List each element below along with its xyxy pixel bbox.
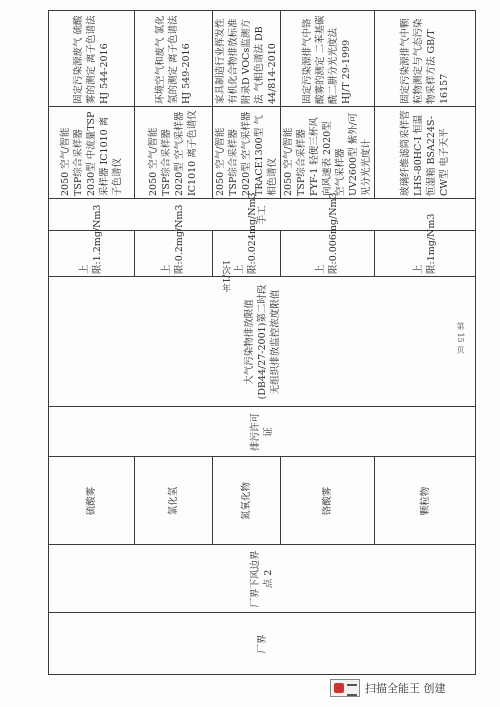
pollutant-cell (134, 457, 212, 545)
equipment-text: 2050 空气/智能TSP综合采样器 2030型 中流量TSP采样器 IC1010 离子色谱仪 (59, 111, 123, 196)
limit-value: 上限:1mg/Nm3 (413, 213, 437, 274)
analysis-text: 家具制造行业挥发性有机化合物排放标准 附录D VOCs监测方法 气相色谱法 DB 44/814-2010 (214, 18, 278, 104)
limit-cell (280, 192, 374, 277)
rotated-table-wrapper (48, 10, 476, 675)
pollutant-name: 氮氧化物 (240, 482, 252, 521)
equipment-text: 2050 空气/智能TSP综合采样器 2020型 空气采样器 IC1010 离子色谱仪 (148, 110, 198, 196)
limit-cell (48, 204, 134, 277)
analysis-text: 固定污染源废气 硫酸雾的测定 离子色谱法 HJ 544-2016 (72, 15, 110, 104)
analysis-cell (134, 10, 212, 107)
pollutant-cell (48, 457, 134, 545)
analysis-text: 固定污染源排气中颗粒物测定与气态污染物采样方法 GB/T 16157 (400, 18, 450, 104)
analysis-cell (48, 10, 134, 107)
limit-cell (134, 204, 212, 277)
page-number: 第 15 页 (456, 322, 465, 354)
equipment-text: 玻璃纤维滤筒采样管 LHS-80HC-Ⅰ 恒温恒湿箱 BSA224S-CW型 电子天平 (400, 110, 450, 196)
pollutant-cell (280, 457, 374, 545)
equipment-cell (374, 107, 476, 199)
location-cell (48, 545, 476, 613)
equipment-cell (134, 107, 212, 199)
equipment-cell (48, 107, 134, 199)
scanner-brand (330, 678, 495, 698)
pollutant-cell (374, 457, 476, 545)
analysis-cell (212, 10, 280, 107)
frequency-overlay: 1次/1年 (220, 259, 230, 293)
analysis-cell (280, 10, 374, 107)
standard-cell (48, 277, 476, 407)
factory-cell (48, 613, 476, 675)
equipment-text: 2050 空气/智能TSP综合采样器 2020型 空气采样器 TRACE1300型 气相色谱仪 (214, 111, 278, 196)
equipment-cell (280, 107, 374, 199)
monitoring-table (48, 10, 476, 675)
factory-label: 厂界 (256, 634, 268, 654)
pollutant-cell (212, 457, 280, 545)
pollutant-name: 铬酸雾 (321, 486, 333, 516)
equipment-text: 2050 空气/智能TSP综合采样器 FYF-1 轻便三杯风向风速表 2020型 空气采样器 UV2600型 紫外/可见分光光度计 (282, 112, 372, 196)
limit-value: 上限:0.006mg/Nm3 (315, 192, 339, 274)
pollutant-name: 氯化氢 (167, 486, 179, 516)
camscanner-logo-icon (330, 679, 360, 697)
limit-value: 上限:0.2mg/Nm3 (161, 204, 185, 274)
standard-text: 大气污染物排放限值(DB44/27-2001)第二时段无组织排放监控浓度限值 (243, 284, 281, 400)
limit-value: 上限:1.2mg/Nm3 (79, 204, 103, 274)
permit-cell (48, 407, 476, 457)
limit-value: 上限:0.024mg/Nm3 (234, 192, 258, 274)
pollutant-name: 颗粒物 (419, 486, 431, 516)
permit-label: 排污许可证 (250, 413, 274, 452)
location-label: 厂界下风边界点 2 (250, 550, 274, 608)
limit-cell (374, 213, 476, 277)
analysis-cell (374, 10, 476, 107)
monitoring-method: 手工 (256, 205, 268, 225)
analysis-text: 固定污染源排气中铬酸雾的测定 二苯基碳酰二肼分光光度法 HJ/T 29-1999 (302, 15, 352, 104)
equipment-cell (212, 107, 280, 199)
brand-text: 扫描全能王 创建 (365, 682, 446, 695)
analysis-text: 环境空气和废气 氯化氢的测定 离子色谱法 HJ 549-2016 (154, 15, 192, 104)
pollutant-name: 硫酸雾 (85, 486, 97, 516)
